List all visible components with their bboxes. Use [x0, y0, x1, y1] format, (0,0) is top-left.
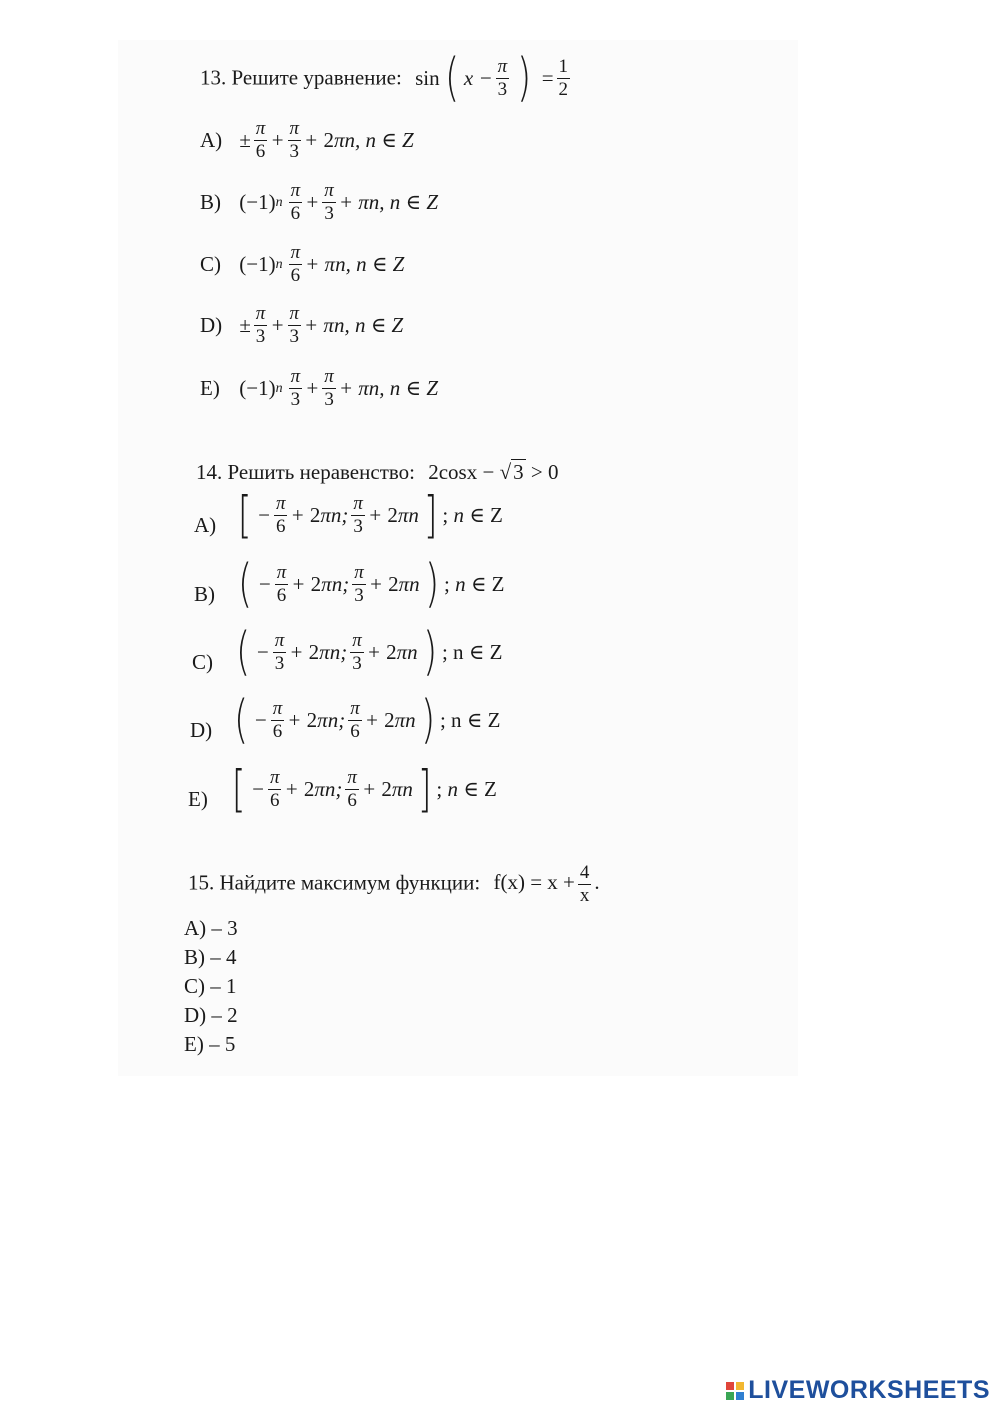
- question-15-function: f(x) = x + $\frac{4}{x}$ .: [493, 862, 600, 906]
- q14-option-a[interactable]: [194, 486, 503, 544]
- option-formula: ( − $\frac{\pi}{6}$ + 2 πn; $\frac{\pi}{6}$ + 2 πn ) ; n ∈ Z: [234, 690, 501, 750]
- option-value: – 1: [210, 974, 237, 998]
- q13-option-d[interactable]: [200, 303, 403, 348]
- option-formula: ± $\frac{\pi}{6}$ + $\frac{\pi}{3}$ + 2 πn, n ∈ Z: [239, 118, 414, 162]
- option-label: C): [200, 252, 221, 276]
- option-label: E): [200, 376, 220, 400]
- option-label: A): [200, 128, 223, 152]
- option-value: – 5: [209, 1032, 236, 1056]
- q15-option-c[interactable]: [184, 972, 238, 1001]
- q14-option-e[interactable]: [188, 760, 497, 818]
- question-14: [196, 460, 558, 485]
- q15-option-d[interactable]: [184, 1001, 238, 1030]
- q15-option-e[interactable]: [184, 1030, 238, 1059]
- q14-option-d[interactable]: [190, 690, 501, 750]
- option-label: A): [194, 513, 217, 537]
- option-label: E): [184, 1032, 204, 1056]
- liveworksheets-logo[interactable]: [726, 1376, 990, 1405]
- option-value: – 2: [211, 1003, 238, 1027]
- question-13: [200, 48, 573, 108]
- option-label: D): [200, 313, 223, 337]
- option-label: D): [184, 1003, 207, 1027]
- option-formula: (−1) n $\frac{\pi}{3}$ + $\frac{\pi}{3}$ + πn, n ∈ Z: [239, 366, 439, 410]
- option-label: E): [188, 787, 208, 811]
- q13-option-e[interactable]: [200, 366, 438, 411]
- question-15: [188, 862, 600, 907]
- liveworksheets-logo-icon: [726, 1382, 744, 1400]
- q15-option-a[interactable]: [184, 914, 238, 943]
- question-14-title: 14. Решить неравенство:: [196, 460, 415, 484]
- q15-option-b[interactable]: [184, 943, 238, 972]
- q13-option-b[interactable]: [200, 180, 438, 225]
- option-formula: ( − $\frac{\pi}{3}$ + 2 πn; $\frac{\pi}{3}$ + 2 πn ) ; n ∈ Z: [236, 622, 503, 682]
- option-formula: ( − $\frac{\pi}{6}$ + 2 πn; $\frac{\pi}{3}$ + 2 πn ) ; n ∈ Z: [238, 554, 505, 614]
- option-label: B): [200, 190, 221, 214]
- option-label: C): [184, 974, 205, 998]
- q15-options: [184, 914, 238, 1059]
- question-14-inequality: 2cosx − √3 > 0: [428, 460, 559, 484]
- option-formula: ± $\frac{\pi}{3}$ + $\frac{\pi}{3}$ + πn, n ∈ Z: [239, 303, 404, 347]
- option-label: D): [190, 718, 213, 742]
- option-formula: [ − $\frac{\pi}{6}$ + 2 πn; $\frac{\pi}{6}$ + 2 πn ] ; n ∈ Z: [232, 760, 497, 818]
- option-formula: (−1) n $\frac{\pi}{6}$ + $\frac{\pi}{3}$ + πn, n ∈ Z: [239, 180, 439, 224]
- option-value: – 4: [210, 945, 237, 969]
- question-15-title: 15. Найдите максимум функции:: [188, 870, 481, 895]
- option-label: B): [184, 945, 205, 969]
- question-13-title: 13. Решите уравнение:: [200, 65, 402, 90]
- q13-option-a[interactable]: [200, 118, 414, 163]
- q14-option-b[interactable]: [194, 554, 505, 614]
- liveworksheets-wordmark: LIVEWORKSHEETS: [748, 1376, 990, 1404]
- option-label: A): [184, 916, 207, 940]
- q14-option-c[interactable]: [192, 622, 503, 682]
- question-13-equation: sin ( x − $\frac{\pi}{3}$ ) = $\frac{1}{2}$: [415, 48, 569, 108]
- option-value: – 3: [211, 916, 238, 940]
- option-formula: [ − $\frac{\pi}{6}$ + 2 πn; $\frac{\pi}{3}$ + 2 πn ] ; n ∈ Z: [238, 486, 503, 544]
- option-label: C): [192, 650, 213, 674]
- option-formula: (−1) n $\frac{\pi}{6}$ + πn, n ∈ Z: [239, 242, 405, 286]
- option-label: B): [194, 582, 215, 606]
- q13-option-c[interactable]: [200, 242, 404, 287]
